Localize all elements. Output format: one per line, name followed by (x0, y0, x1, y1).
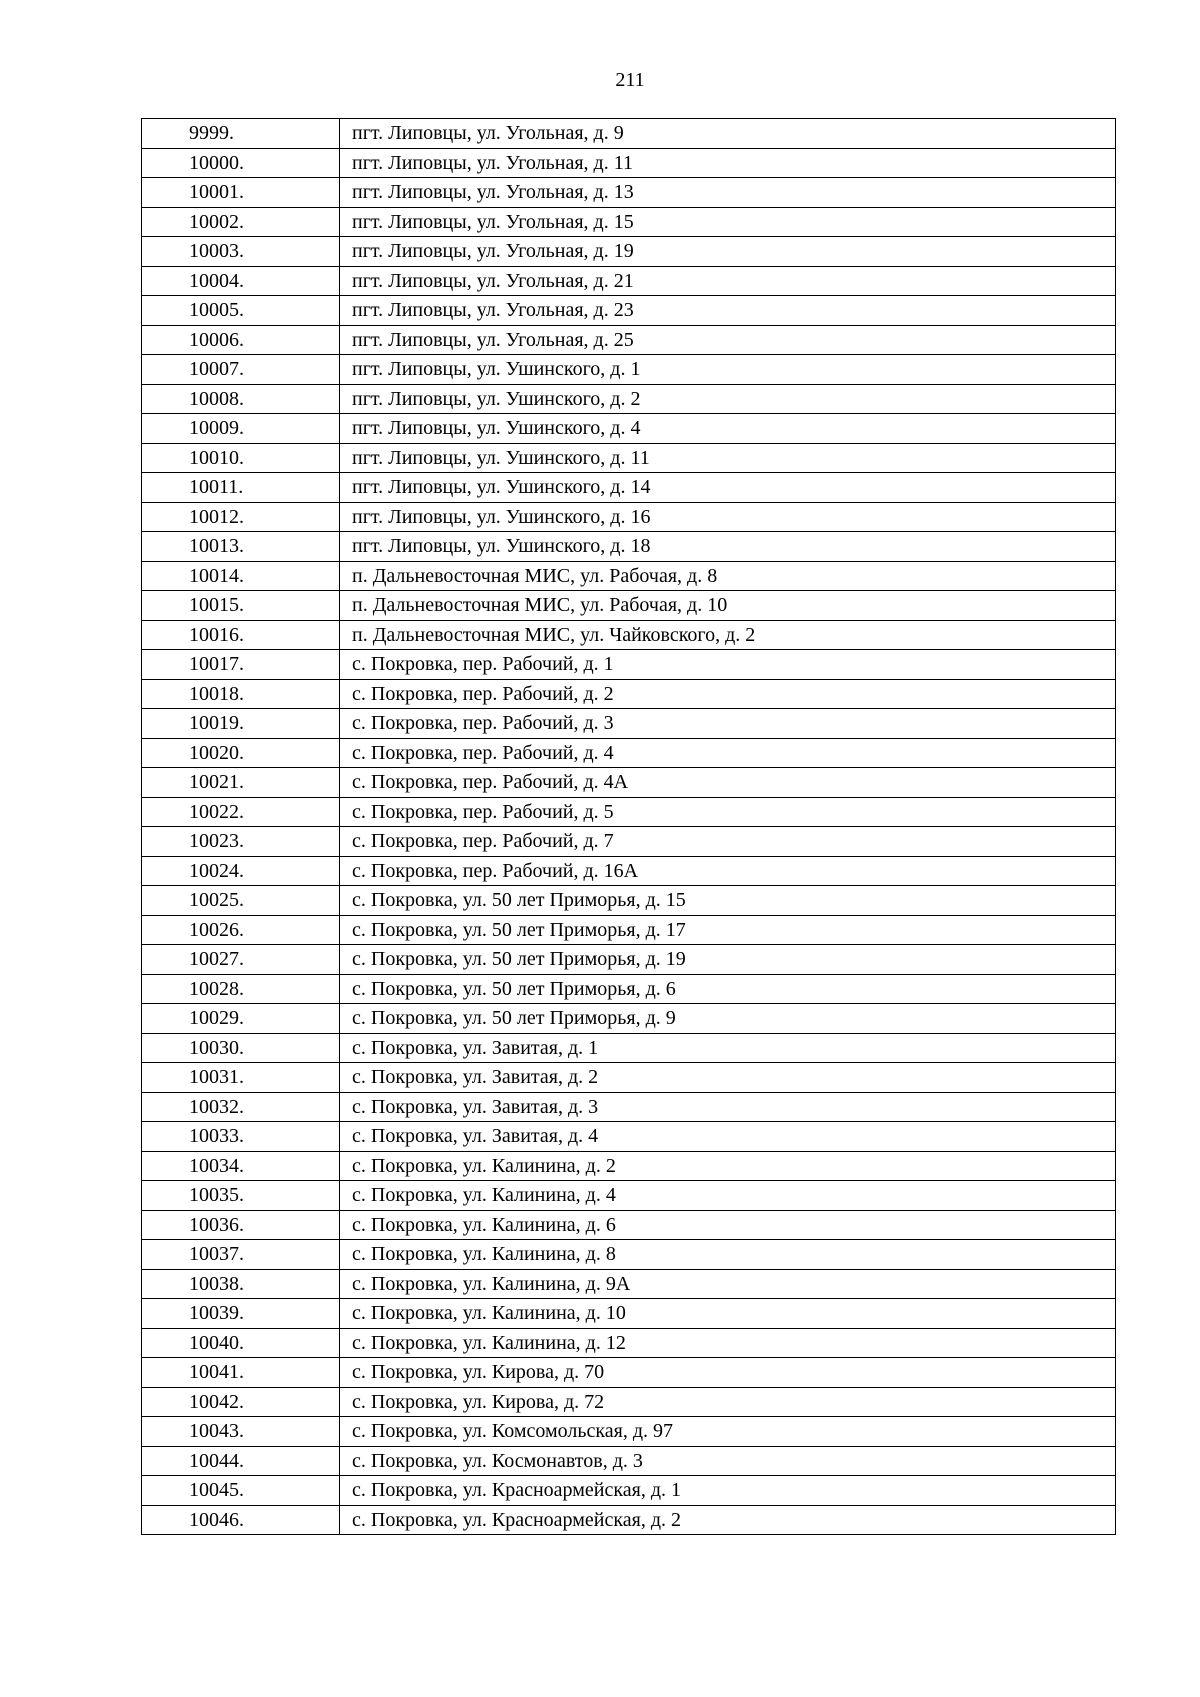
row-number: 9999. (142, 119, 340, 149)
row-number: 10020. (142, 738, 340, 768)
row-number: 10016. (142, 620, 340, 650)
table-row (142, 974, 1116, 1004)
table-row (142, 768, 1116, 798)
row-number: 10027. (142, 945, 340, 975)
row-number: 10001. (142, 178, 340, 208)
table-row (142, 679, 1116, 709)
row-address: с. Покровка, пер. Рабочий, д. 5 (340, 797, 1116, 827)
row-address: с. Покровка, ул. Калинина, д. 12 (340, 1328, 1116, 1358)
row-address: пгт. Липовцы, ул. Угольная, д. 9 (340, 119, 1116, 149)
row-number: 10040. (142, 1328, 340, 1358)
row-address: с. Покровка, пер. Рабочий, д. 1 (340, 650, 1116, 680)
table-row (142, 620, 1116, 650)
table-row (142, 296, 1116, 326)
row-address: с. Покровка, ул. Калинина, д. 8 (340, 1240, 1116, 1270)
table-row (142, 1476, 1116, 1506)
row-number: 10004. (142, 266, 340, 296)
row-address: с. Покровка, ул. Калинина, д. 9А (340, 1269, 1116, 1299)
row-number: 10031. (142, 1063, 340, 1093)
row-number: 10014. (142, 561, 340, 591)
table-row (142, 1181, 1116, 1211)
table-row (142, 384, 1116, 414)
row-address: пгт. Липовцы, ул. Угольная, д. 11 (340, 148, 1116, 178)
row-address: с. Покровка, ул. Завитая, д. 4 (340, 1122, 1116, 1152)
row-address: пгт. Липовцы, ул. Ушинского, д. 18 (340, 532, 1116, 562)
row-address: п. Дальневосточная МИС, ул. Чайковского, д. 2 (340, 620, 1116, 650)
table-row (142, 1122, 1116, 1152)
row-address: с. Покровка, пер. Рабочий, д. 16А (340, 856, 1116, 886)
table-row (142, 1358, 1116, 1388)
row-address: с. Покровка, ул. Красноармейская, д. 2 (340, 1505, 1116, 1535)
table-row (142, 325, 1116, 355)
table-row (142, 1033, 1116, 1063)
row-address: с. Покровка, ул. Космонавтов, д. 3 (340, 1446, 1116, 1476)
row-number: 10007. (142, 355, 340, 385)
table-row (142, 1446, 1116, 1476)
table-row (142, 1417, 1116, 1447)
row-address: с. Покровка, пер. Рабочий, д. 7 (340, 827, 1116, 857)
table-row (142, 650, 1116, 680)
row-address: с. Покровка, ул. Калинина, д. 4 (340, 1181, 1116, 1211)
row-address: пгт. Липовцы, ул. Ушинского, д. 11 (340, 443, 1116, 473)
row-number: 10022. (142, 797, 340, 827)
row-address: с. Покровка, ул. 50 лет Приморья, д. 6 (340, 974, 1116, 1004)
table-row (142, 797, 1116, 827)
table-row (142, 591, 1116, 621)
row-number: 10030. (142, 1033, 340, 1063)
row-number: 10023. (142, 827, 340, 857)
table-row (142, 119, 1116, 149)
row-address: пгт. Липовцы, ул. Ушинского, д. 16 (340, 502, 1116, 532)
table-row (142, 1092, 1116, 1122)
row-address: с. Покровка, ул. Завитая, д. 2 (340, 1063, 1116, 1093)
table-row (142, 1151, 1116, 1181)
row-number: 10041. (142, 1358, 340, 1388)
table-row (142, 502, 1116, 532)
row-address: с. Покровка, пер. Рабочий, д. 4А (340, 768, 1116, 798)
row-number: 10011. (142, 473, 340, 503)
row-address: пгт. Липовцы, ул. Ушинского, д. 4 (340, 414, 1116, 444)
table-row (142, 148, 1116, 178)
row-address: с. Покровка, пер. Рабочий, д. 3 (340, 709, 1116, 739)
row-address: пгт. Липовцы, ул. Угольная, д. 25 (340, 325, 1116, 355)
page-number: 211 (615, 69, 645, 91)
row-number: 10036. (142, 1210, 340, 1240)
row-number: 10032. (142, 1092, 340, 1122)
row-number: 10042. (142, 1387, 340, 1417)
table-row (142, 237, 1116, 267)
row-address: с. Покровка, ул. Завитая, д. 3 (340, 1092, 1116, 1122)
row-number: 10000. (142, 148, 340, 178)
row-number: 10046. (142, 1505, 340, 1535)
row-number: 10045. (142, 1476, 340, 1506)
table-row (142, 414, 1116, 444)
address-table (141, 118, 1116, 1535)
row-address: с. Покровка, ул. Кирова, д. 70 (340, 1358, 1116, 1388)
row-number: 10033. (142, 1122, 340, 1152)
row-address: с. Покровка, ул. Комсомольская, д. 97 (340, 1417, 1116, 1447)
row-address: пгт. Липовцы, ул. Угольная, д. 21 (340, 266, 1116, 296)
table-row (142, 443, 1116, 473)
row-number: 10021. (142, 768, 340, 798)
row-number: 10005. (142, 296, 340, 326)
row-number: 10044. (142, 1446, 340, 1476)
row-address: п. Дальневосточная МИС, ул. Рабочая, д. 8 (340, 561, 1116, 591)
row-address: с. Покровка, пер. Рабочий, д. 2 (340, 679, 1116, 709)
row-number: 10010. (142, 443, 340, 473)
row-number: 10043. (142, 1417, 340, 1447)
row-address: с. Покровка, ул. 50 лет Приморья, д. 17 (340, 915, 1116, 945)
row-address: с. Покровка, ул. Красноармейская, д. 1 (340, 1476, 1116, 1506)
row-address: п. Дальневосточная МИС, ул. Рабочая, д. 10 (340, 591, 1116, 621)
row-address: с. Покровка, ул. Калинина, д. 2 (340, 1151, 1116, 1181)
table-row (142, 1063, 1116, 1093)
row-number: 10025. (142, 886, 340, 916)
table-row (142, 1328, 1116, 1358)
row-number: 10017. (142, 650, 340, 680)
row-number: 10029. (142, 1004, 340, 1034)
table-row (142, 532, 1116, 562)
table-row (142, 1210, 1116, 1240)
row-number: 10034. (142, 1151, 340, 1181)
table-row (142, 207, 1116, 237)
row-address: пгт. Липовцы, ул. Угольная, д. 15 (340, 207, 1116, 237)
row-number: 10009. (142, 414, 340, 444)
row-address: пгт. Липовцы, ул. Угольная, д. 23 (340, 296, 1116, 326)
row-number: 10019. (142, 709, 340, 739)
row-address: пгт. Липовцы, ул. Угольная, д. 19 (340, 237, 1116, 267)
row-number: 10038. (142, 1269, 340, 1299)
row-address: с. Покровка, пер. Рабочий, д. 4 (340, 738, 1116, 768)
row-address: с. Покровка, ул. Завитая, д. 1 (340, 1033, 1116, 1063)
table-row (142, 355, 1116, 385)
table-row (142, 827, 1116, 857)
table-row (142, 856, 1116, 886)
row-address: с. Покровка, ул. 50 лет Приморья, д. 9 (340, 1004, 1116, 1034)
table-row (142, 1240, 1116, 1270)
row-number: 10026. (142, 915, 340, 945)
row-number: 10024. (142, 856, 340, 886)
row-number: 10015. (142, 591, 340, 621)
table-row (142, 1387, 1116, 1417)
row-address: с. Покровка, ул. 50 лет Приморья, д. 15 (340, 886, 1116, 916)
row-address: пгт. Липовцы, ул. Ушинского, д. 1 (340, 355, 1116, 385)
table-row (142, 709, 1116, 739)
table-row (142, 266, 1116, 296)
row-number: 10028. (142, 974, 340, 1004)
table-row (142, 945, 1116, 975)
row-number: 10006. (142, 325, 340, 355)
table-row (142, 473, 1116, 503)
table-row (142, 886, 1116, 916)
row-address: с. Покровка, ул. 50 лет Приморья, д. 19 (340, 945, 1116, 975)
row-address: с. Покровка, ул. Калинина, д. 10 (340, 1299, 1116, 1329)
row-address: пгт. Липовцы, ул. Ушинского, д. 14 (340, 473, 1116, 503)
row-number: 10008. (142, 384, 340, 414)
table-row (142, 738, 1116, 768)
table-row (142, 561, 1116, 591)
row-number: 10018. (142, 679, 340, 709)
row-address: пгт. Липовцы, ул. Ушинского, д. 2 (340, 384, 1116, 414)
row-number: 10012. (142, 502, 340, 532)
row-number: 10035. (142, 1181, 340, 1211)
table-row (142, 915, 1116, 945)
row-number: 10002. (142, 207, 340, 237)
table-row (142, 1269, 1116, 1299)
row-number: 10037. (142, 1240, 340, 1270)
row-number: 10013. (142, 532, 340, 562)
table-row (142, 178, 1116, 208)
row-number: 10039. (142, 1299, 340, 1329)
table-row (142, 1299, 1116, 1329)
address-table-body (142, 119, 1116, 1535)
row-address: с. Покровка, ул. Кирова, д. 72 (340, 1387, 1116, 1417)
table-row (142, 1505, 1116, 1535)
row-address: пгт. Липовцы, ул. Угольная, д. 13 (340, 178, 1116, 208)
row-address: с. Покровка, ул. Калинина, д. 6 (340, 1210, 1116, 1240)
table-row (142, 1004, 1116, 1034)
row-number: 10003. (142, 237, 340, 267)
